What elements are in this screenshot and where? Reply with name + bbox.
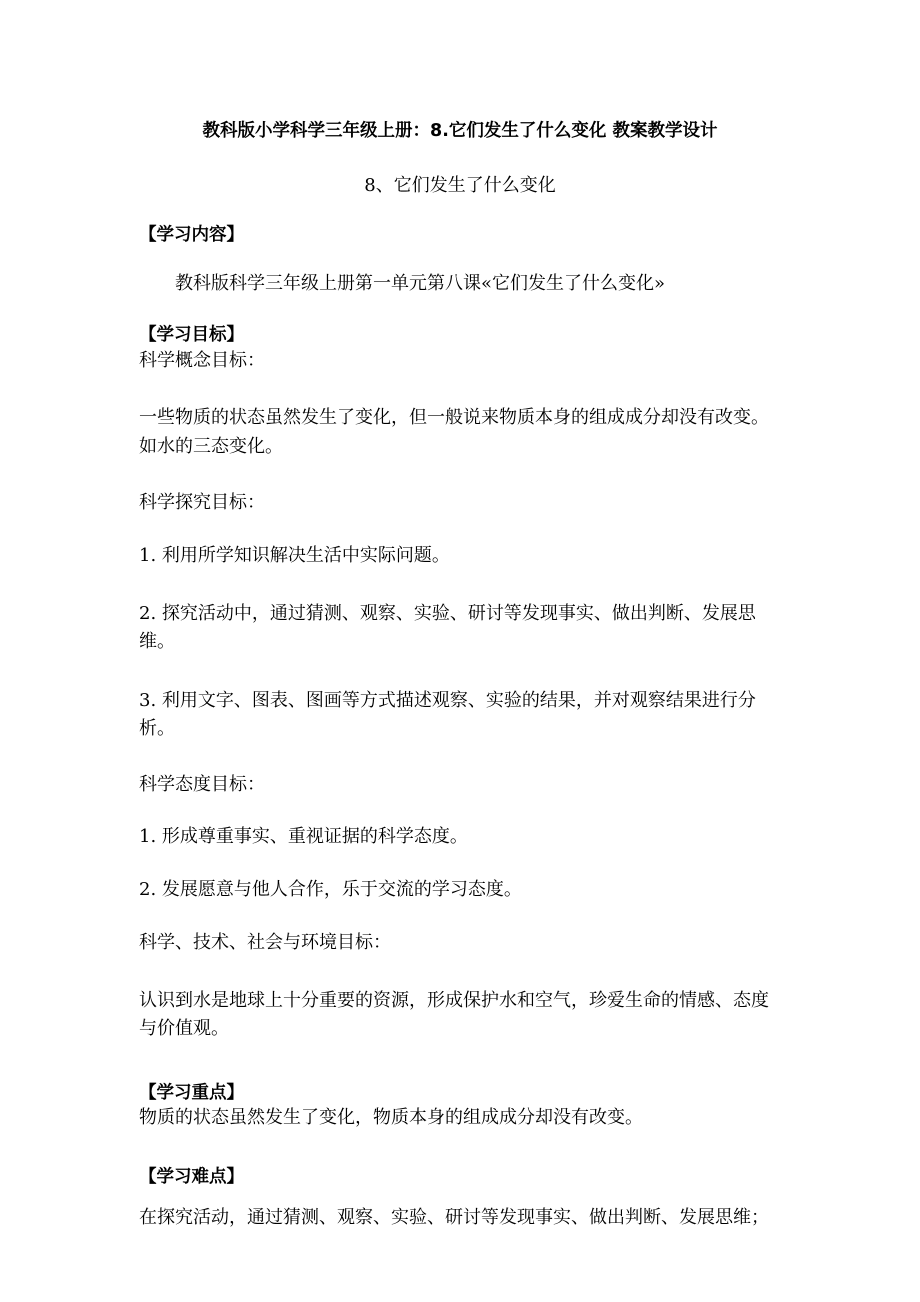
learning-content-heading: 【学习内容】	[139, 225, 244, 245]
inquiry-goal-item-3-line-2: 析。	[139, 718, 175, 739]
attitude-goal-item-2: 2. 发展愿意与他人合作，乐于交流的学习态度。	[139, 879, 522, 900]
inquiry-goal-item-1: 1. 利用所学知识解决生活中实际问题。	[139, 545, 450, 566]
concept-goal-line-1: 一些物质的状态虽然发生了变化，但一般说来物质本身的组成成分却没有改变。	[139, 407, 769, 428]
learning-content-text: 教科版科学三年级上册第一单元第八课«它们发生了什么变化»	[175, 273, 666, 294]
difficulties-heading: 【学习难点】	[139, 1167, 244, 1187]
sts-goal-label: 科学、技术、社会与环境目标：	[139, 932, 391, 953]
learning-goals-heading: 【学习目标】	[139, 325, 244, 345]
concept-goal-label: 科学概念目标：	[139, 350, 265, 371]
key-points-text: 物质的状态虽然发生了变化，物质本身的组成成分却没有改变。	[139, 1107, 643, 1128]
inquiry-goal-item-2-line-2: 维。	[139, 631, 175, 652]
inquiry-goal-label: 科学探究目标：	[139, 492, 265, 513]
difficulties-text: 在探究活动，通过猜测、观察、实验、研讨等发现事实、做出判断、发展思维；	[139, 1207, 769, 1228]
attitude-goal-label: 科学态度目标：	[139, 774, 265, 795]
concept-goal-line-2: 如水的三态变化。	[139, 436, 283, 457]
inquiry-goal-item-2-line-1: 2. 探究活动中，通过猜测、观察、实验、研讨等发现事实、做出判断、发展思	[139, 603, 756, 624]
sts-goal-line-2: 与价值观。	[139, 1018, 229, 1039]
document-title: 教科版小学科学三年级上册：8.它们发生了什么变化 教案教学设计	[202, 121, 718, 141]
attitude-goal-item-1: 1. 形成尊重事实、重视证据的科学态度。	[139, 826, 468, 847]
inquiry-goal-item-3-line-1: 3. 利用文字、图表、图画等方式描述观察、实验的结果，并对观察结果进行分	[139, 690, 756, 711]
lesson-title: 8、它们发生了什么变化	[364, 175, 556, 196]
sts-goal-line-1: 认识到水是地球上十分重要的资源，形成保护水和空气，珍爱生命的情感、态度	[139, 990, 769, 1011]
key-points-heading: 【学习重点】	[139, 1083, 244, 1103]
